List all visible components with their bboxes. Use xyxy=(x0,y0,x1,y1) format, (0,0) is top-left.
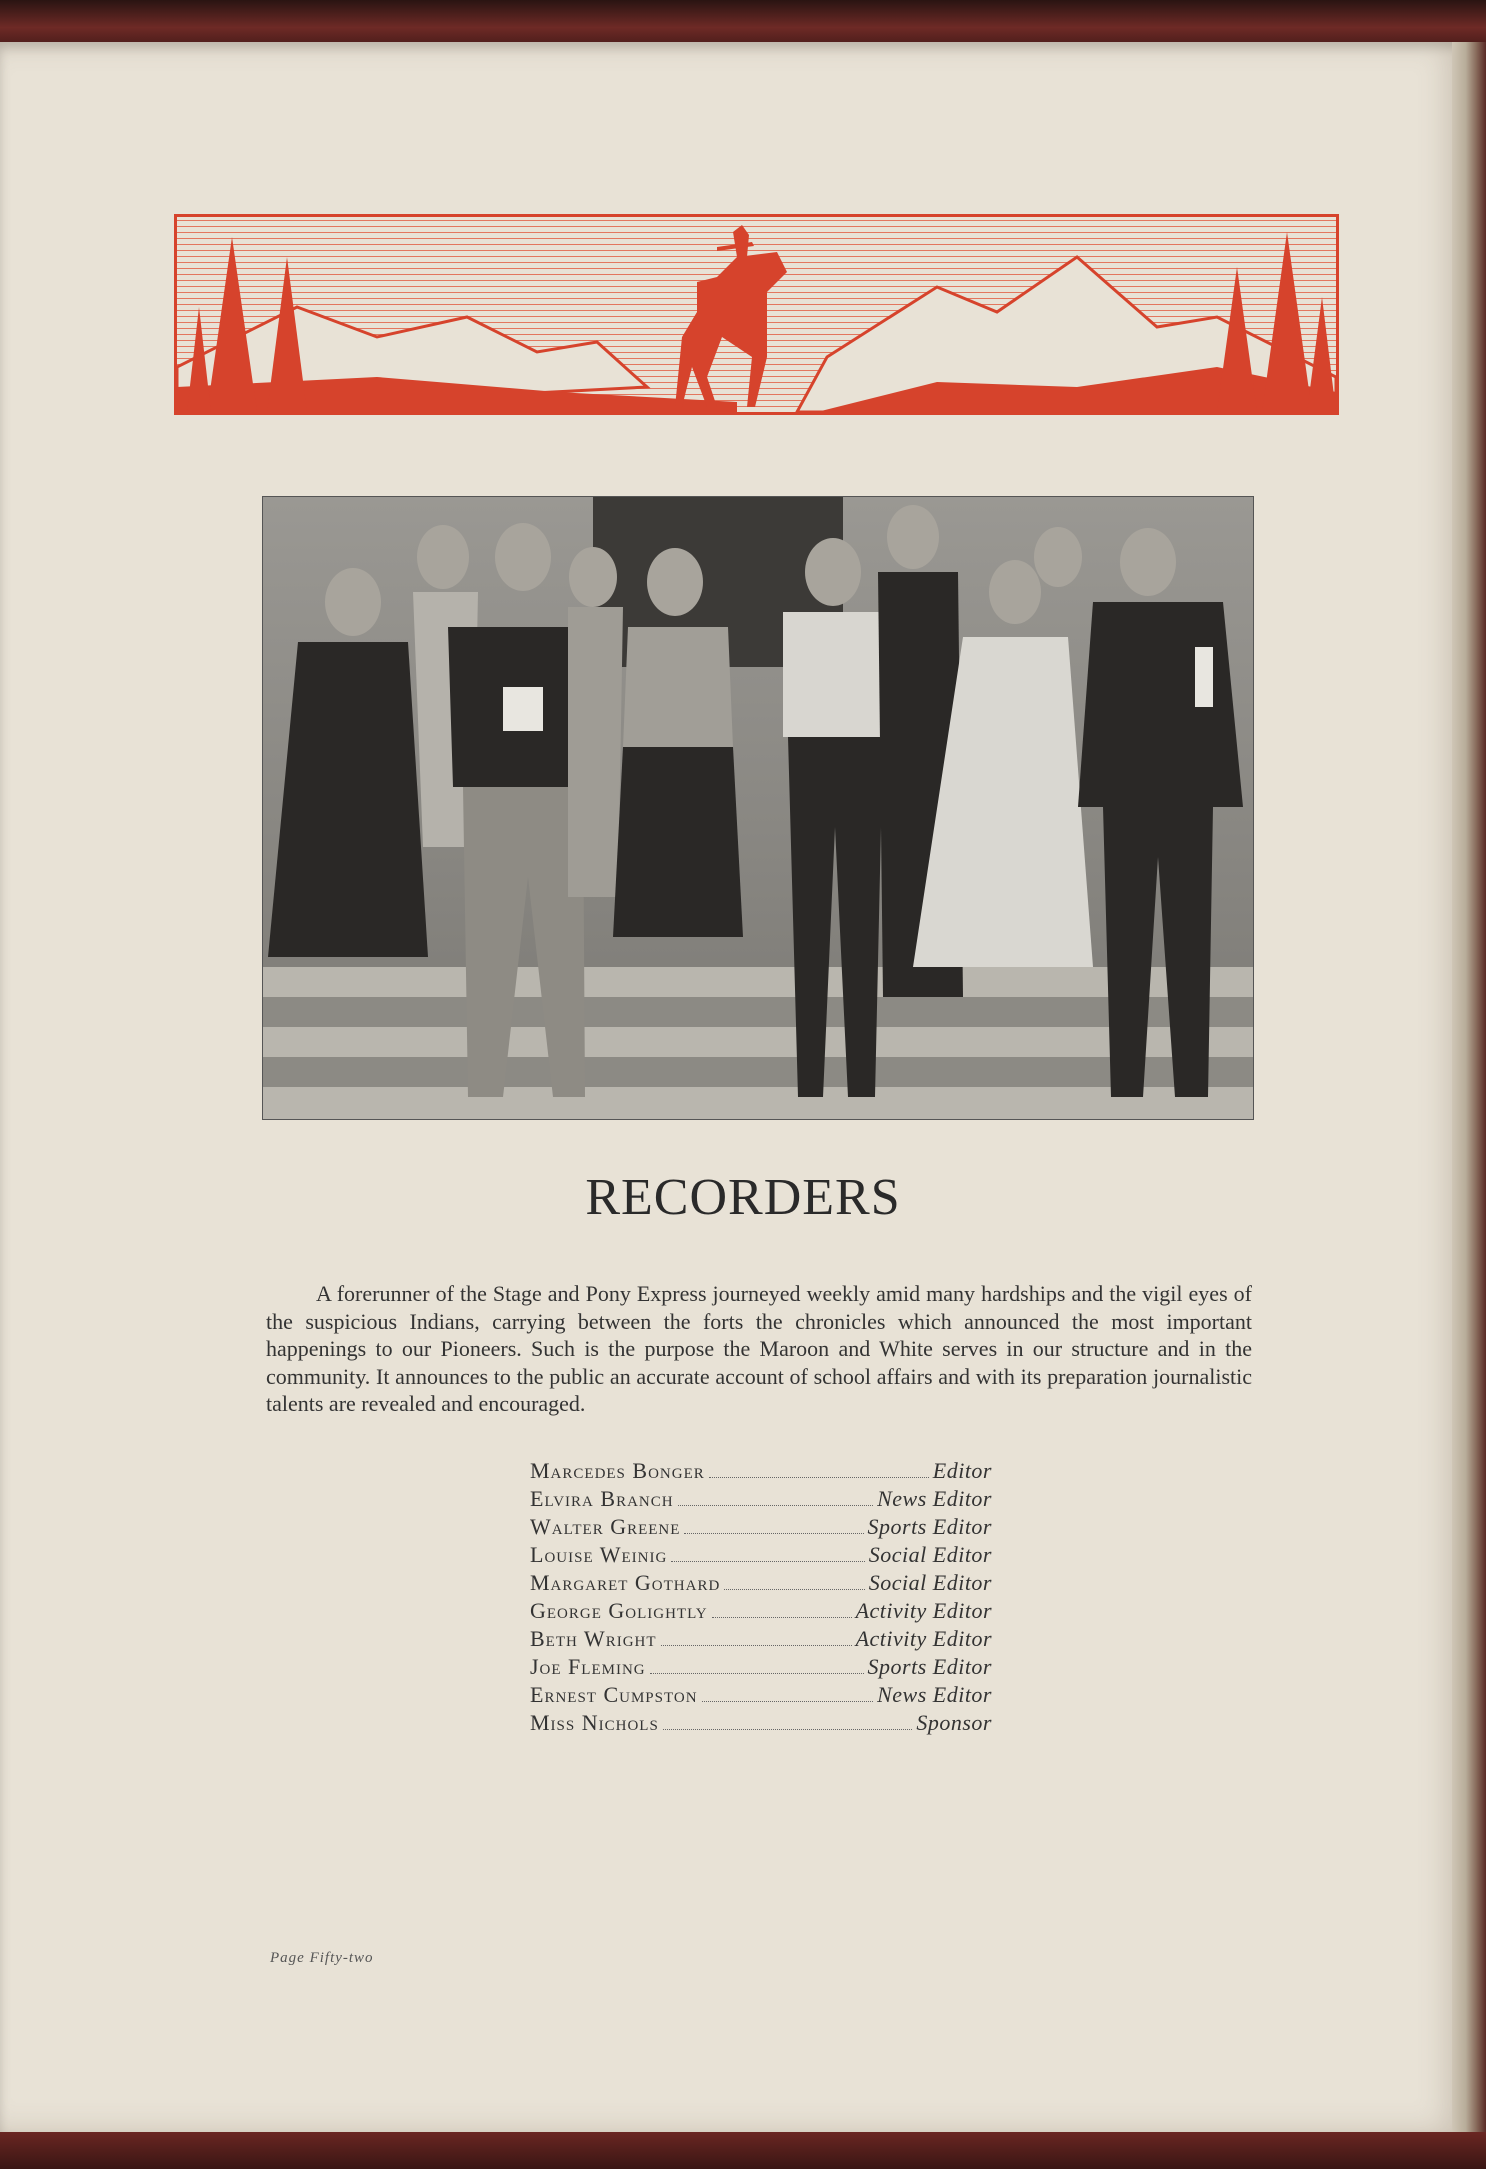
list-item xyxy=(530,1486,992,1514)
list-item xyxy=(530,1682,992,1710)
staff-name: Walter Greene xyxy=(530,1514,681,1539)
dot-leader xyxy=(671,1561,864,1562)
staff-name: Louise Weinig xyxy=(530,1542,668,1567)
page-edge xyxy=(1452,42,1486,2132)
staff-role: News Editor xyxy=(877,1486,992,1511)
dot-leader xyxy=(724,1589,865,1590)
pioneer-rider-banner-illustration xyxy=(174,214,1339,415)
staff-group-photograph xyxy=(262,496,1254,1120)
dot-leader xyxy=(712,1617,852,1618)
list-item xyxy=(530,1654,992,1682)
dot-leader xyxy=(702,1701,874,1702)
staff-role: Sports Editor xyxy=(867,1654,992,1679)
list-item xyxy=(530,1542,992,1570)
staff-role: Activity Editor xyxy=(855,1626,992,1651)
staff-role: Activity Editor xyxy=(855,1598,992,1623)
dot-leader xyxy=(663,1729,913,1730)
section-title: RECORDERS xyxy=(585,1169,901,1226)
dot-leader xyxy=(709,1477,929,1478)
page-number: Page Fifty-two xyxy=(270,1950,374,1966)
list-item xyxy=(530,1710,992,1738)
staff-name: Joe Fleming xyxy=(530,1654,646,1679)
dot-leader xyxy=(650,1673,864,1674)
staff-role: Editor xyxy=(932,1458,992,1483)
staff-role: Sports Editor xyxy=(867,1514,992,1539)
intro-paragraph: A forerunner of the Stage and Pony Express journeyed weekly amid many hardships and the vigil eyes of the suspicious Indians, carrying between the forts the chronicles which announced the most important happenings to our Pioneers. Such is the purpose the Maroon and White serves in our structure and in the community. It announces to the public an accurate account of school affairs and with its preparation journalistic talents are revealed and encouraged. xyxy=(266,1281,1252,1417)
staff-role: Sponsor xyxy=(916,1710,992,1735)
staff-list xyxy=(530,1458,992,1738)
staff-name: Margaret Gothard xyxy=(530,1570,721,1595)
staff-name: Marcedes Bonger xyxy=(530,1458,705,1483)
list-item xyxy=(530,1626,992,1654)
staff-name: George Golightly xyxy=(530,1598,708,1623)
staff-role: Social Editor xyxy=(868,1570,992,1595)
staff-name: Beth Wright xyxy=(530,1626,657,1651)
dot-leader xyxy=(661,1645,852,1646)
book-binding-bottom xyxy=(0,2132,1486,2169)
book-binding-top xyxy=(0,0,1486,46)
staff-name: Elvira Branch xyxy=(530,1486,674,1511)
list-item xyxy=(530,1458,992,1486)
list-item xyxy=(530,1598,992,1626)
dot-leader xyxy=(684,1533,863,1534)
list-item xyxy=(530,1570,992,1598)
staff-role: Social Editor xyxy=(868,1542,992,1567)
staff-role: News Editor xyxy=(877,1682,992,1707)
staff-name: Ernest Cumpston xyxy=(530,1682,698,1707)
list-item xyxy=(530,1514,992,1542)
staff-name: Miss Nichols xyxy=(530,1710,659,1735)
dot-leader xyxy=(678,1505,874,1506)
